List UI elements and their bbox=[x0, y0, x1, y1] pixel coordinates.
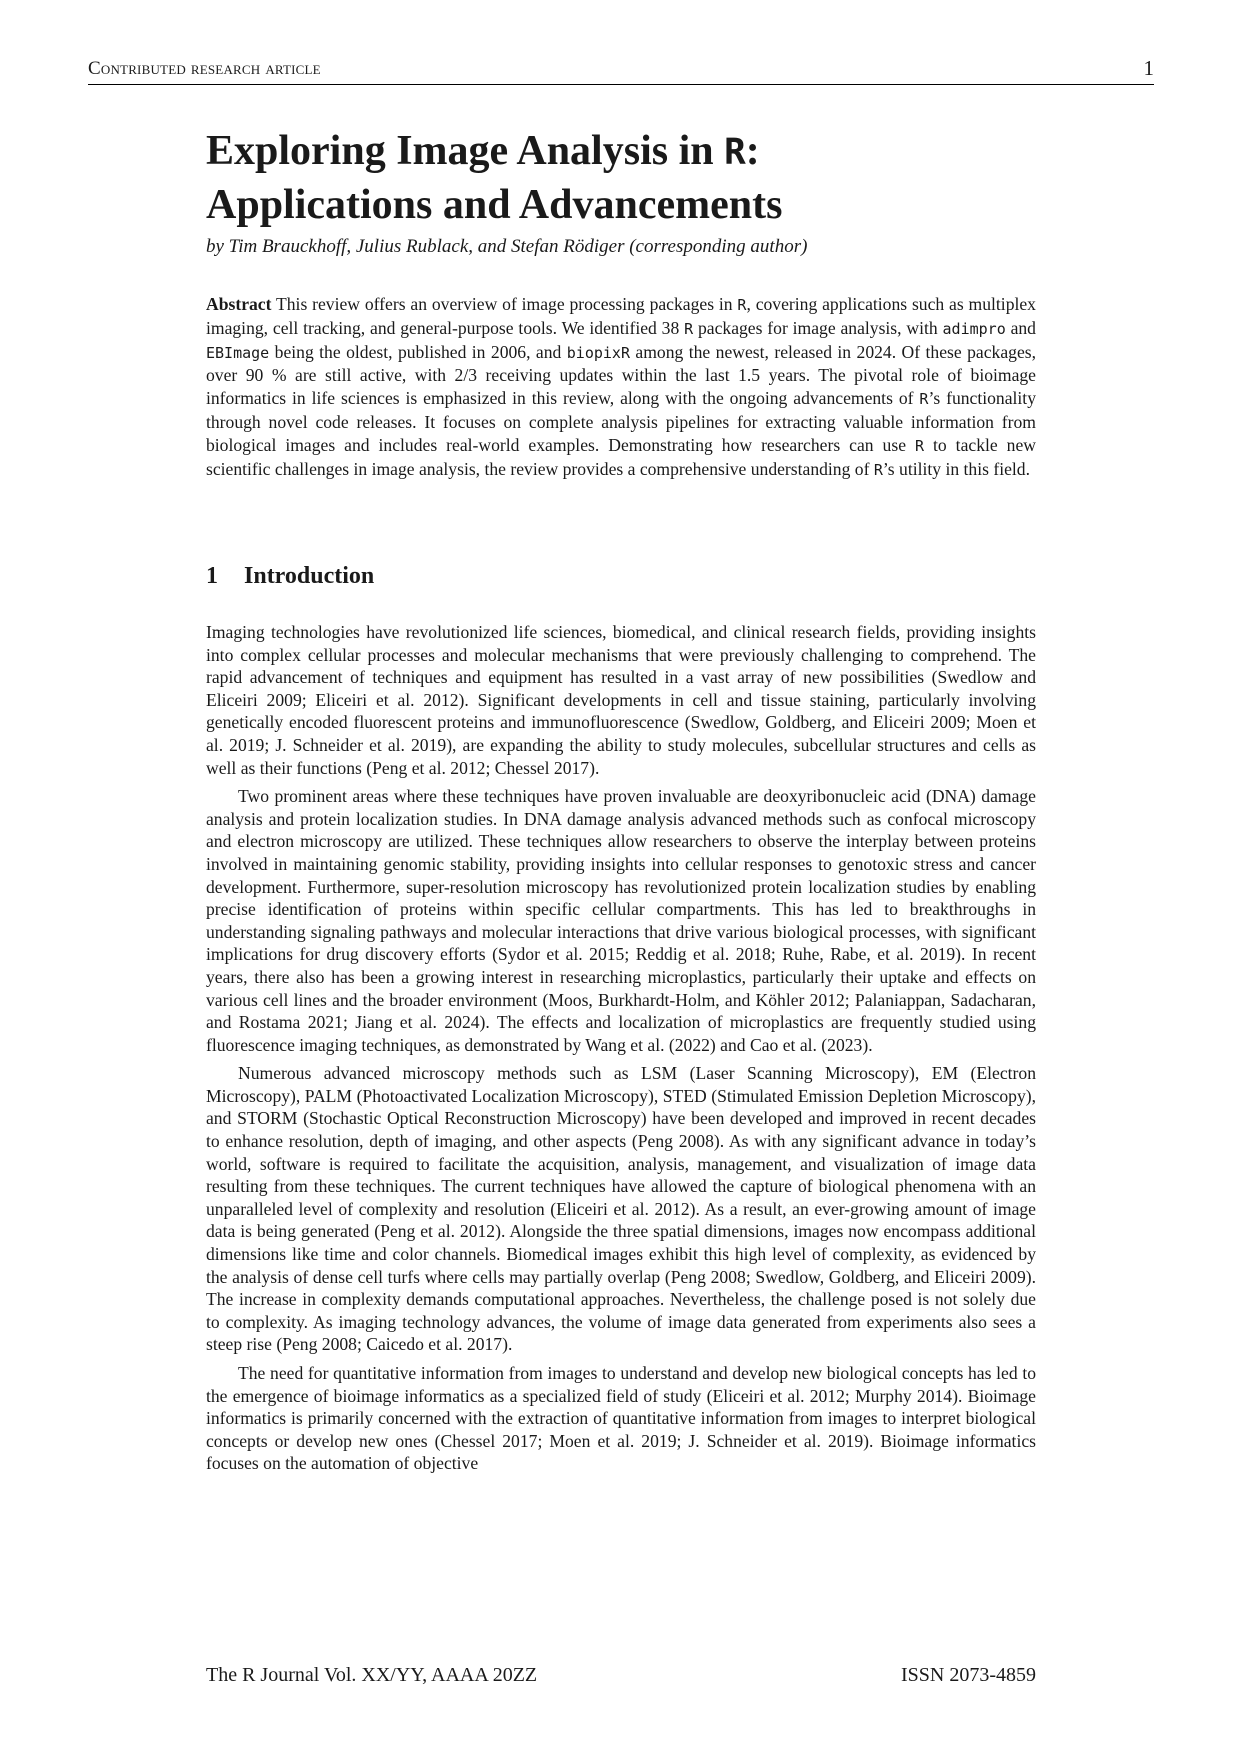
introduction-body bbox=[206, 621, 1036, 1481]
running-title: Contributed research article bbox=[88, 58, 321, 79]
article-title bbox=[206, 125, 1106, 231]
paragraph: Imaging technologies have revolutionized life sciences, biomedical, and clinical research fields, providing insights into complex cellular processes and molecular mechanisms that were previously challenging to comprehend. The rapid advancement of techniques and equipment has resulted in a vast array of new possibilities (Swedlow and Eliceiri 2009; Eliceiri et al. 2012). Significant developments in cell and tissue staining, particularly involving genetically encoded fluorescent proteins and immunofluorescence (Swedlow, Goldberg, and Eliceiri 2009; Moen et al. 2019; J. Schneider et al. 2019), are expanding the ability to study molecules, subcellular structures and cells as well as their functions (Peng et al. 2012; Chessel 2017). bbox=[206, 622, 1036, 778]
abstract bbox=[206, 293, 1036, 481]
section-number: 1 bbox=[206, 563, 218, 589]
r-code: R bbox=[873, 460, 883, 479]
title-line1 bbox=[206, 128, 760, 174]
section-heading bbox=[206, 563, 1036, 590]
issn: ISSN 2073-4859 bbox=[900, 1664, 1036, 1686]
r-code: R bbox=[737, 296, 747, 314]
r-code: R bbox=[684, 319, 694, 338]
title-text-post: : bbox=[745, 128, 760, 174]
package-name: biopixR bbox=[566, 343, 630, 362]
package-name: EBImage bbox=[206, 343, 270, 362]
journal-info: The R Journal Vol. XX/YY, AAAA 20ZZ bbox=[206, 1664, 538, 1686]
page-number: 1 bbox=[1143, 56, 1154, 80]
package-name: adimpro bbox=[942, 319, 1006, 338]
paragraph: Numerous advanced microscopy methods such as LSM (Laser Scanning Microscopy), EM (Electron Microscopy), PALM (Photoactivated Localization Microscopy), STED (Stimulated Emission Depletion Microscopy), and STORM (Stochastic Optical Reconstruction Microscopy) have been developed and improved in recent decades to enhance resolution, depth of imaging, and other aspects (Peng 2008). As with any significant advance in today’s world, software is required to facilitate the acquisition, analysis, management, and visualization of image data resulting from these techniques. The current techniques have allowed the capture of biological phenomena with an unparalleled level of complexity and resolution (Eliceiri et al. 2012). As a result, an ever-growing amount of image data is being generated (Peng et al. 2012). Alongside the three spatial dimensions, images now encompass additional dimensions like time and color channels. Biomedical images exhibit this high level of complexity, as evidenced by the analysis of dense cell turfs where cells may partially overlap (Peng 2008; Swedlow, Goldberg, and Eliceiri 2009). The increase in complexity demands computational approaches. Nevertheless, the challenge posed is not solely due to complexity. As imaging technology advances, the volume of image data generated from experiments also sees a steep rise (Peng 2008; Caicedo et al. 2017). bbox=[206, 1063, 1036, 1355]
abstract-text: being the oldest, published in 2006, and bbox=[269, 341, 567, 362]
abstract-text: ’s functionality through novel code releases. It focuses on complete analysis pipelines for extracting valuable information from biological images and includes real-world examples. Demonstrating how researchers can use bbox=[206, 388, 1036, 455]
abstract-text: This review offers an overview of image processing packages in bbox=[271, 294, 738, 314]
r-code: R bbox=[919, 390, 929, 409]
r-code: R bbox=[915, 436, 925, 455]
abstract-text: and bbox=[1005, 317, 1036, 338]
title-r-language: R bbox=[724, 132, 746, 173]
abstract-label: Abstract bbox=[206, 294, 272, 314]
abstract-text: to tackle new scientific challenges in image analysis, the review provides a comprehensive understanding of bbox=[206, 434, 1036, 479]
section-title: Introduction bbox=[244, 563, 375, 589]
paragraph: The need for quantitative information from images to understand and develop new biological concepts has led to the emergence of bioimage informatics as a specialized field of study (Eliceiri et al. 2012; Murphy 2014). Bioimage informatics is primarily concerned with the extraction of quantitative information from images to interpret biological concepts or develop new ones (Chessel 2017; Moen et al. 2019; J. Schneider et al. 2019). Bioimage informatics focuses on the automation of objective bbox=[206, 1363, 1036, 1474]
title-line2: Applications and Advancements bbox=[206, 182, 783, 228]
abstract-text: packages for image analysis, with bbox=[693, 317, 943, 338]
author-byline: by Tim Brauckhoff, Julius Rublack, and Stefan Rödiger (corresponding author) bbox=[206, 236, 808, 257]
paragraph: Two prominent areas where these techniques have proven invaluable are deoxyribonucleic acid (DNA) damage analysis and protein localization studies. In DNA damage analysis advanced methods such as confocal microscopy and electron microscopy are utilized. These techniques allow researchers to observe the interplay between proteins involved in maintaining genomic stability, providing insights into cellular responses to genotoxic stress and cancer development. Furthermore, super-resolution microscopy has revolutionized protein localization studies by enabling precise identification of proteins within specific cellular compartments. This has led to breakthroughs in understanding signaling pathways and molecular interactions that drive various biological processes, with significant implications for drug discovery efforts (Sydor et al. 2015; Reddig et al. 2018; Ruhe, Rabe, et al. 2019). In recent years, there also has been a growing interest in researching microplastics, particularly their uptake and effects on various cell lines and the broader environment (Moos, Burkhardt-Holm, and Köhler 2012; Palaniappan, Sadacharan, and Rostama 2021; Jiang et al. 2024). The effects and localization of microplastics are frequently studied using fluorescence imaging techniques, as demonstrated by Wang et al. (2022) and Cao et al. (2023). bbox=[206, 786, 1036, 1055]
abstract-text: among the newest, released in 2024. Of these packages, over 90 % are still active, with 2/3 receiving updates within the last 1.5 years. The pivotal role of bioimage informatics in life sciences is emphasized in this review, along with the ongoing advancements of bbox=[206, 341, 1036, 409]
abstract-text: , covering applications such as multiplex imaging, cell tracking, and general-purpose tools. We identified 38 bbox=[206, 294, 1036, 338]
title-text-pre: Exploring Image Analysis in bbox=[206, 128, 725, 174]
running-head bbox=[88, 58, 1154, 85]
page-footer bbox=[206, 1664, 1036, 1690]
abstract-text: ’s utility in this field. bbox=[882, 458, 1030, 479]
